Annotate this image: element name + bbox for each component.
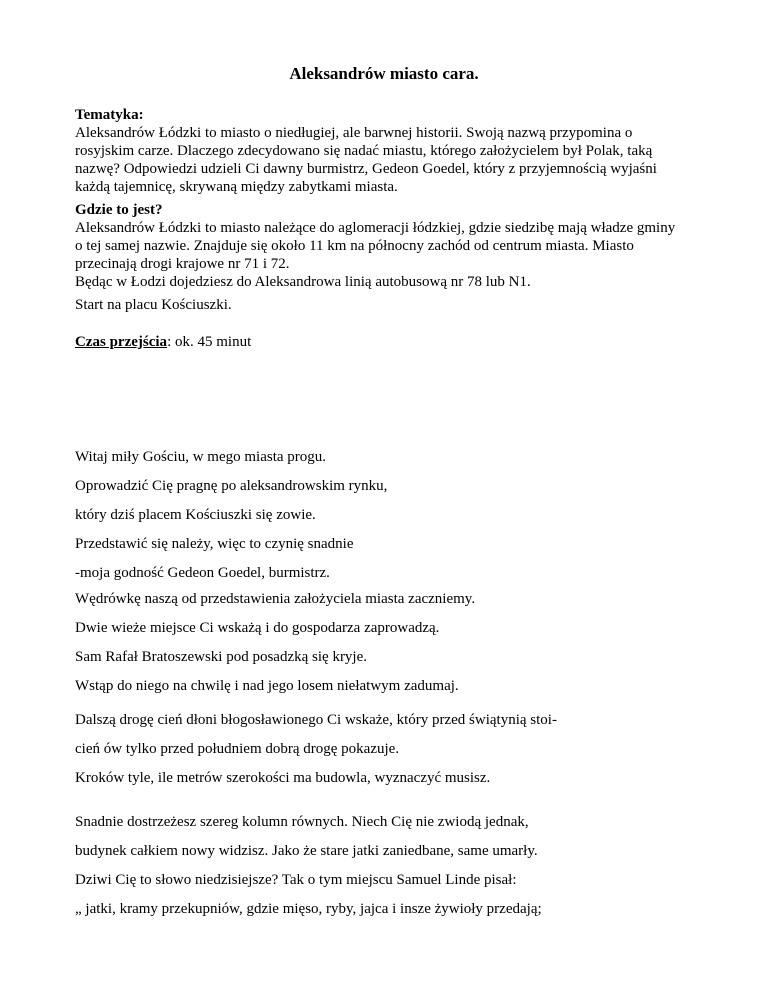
section-heading: Gdzie to jest? [75, 202, 163, 218]
verse-line: który dziś placem Kościuszki się zowie. [75, 507, 316, 523]
verse-stanza-2 [75, 590, 715, 706]
verse-line: Wędrówkę naszą od przedstawienia założyciela miasta zaczniemy. [75, 591, 476, 607]
verse-line: Wstąp do niego na chwilę i nad jego losem niełatwym zadumaj. [75, 678, 459, 694]
verse-line: Dwie wieże miejsce Ci wskażą i do gospodarza zaprowadzą. [75, 620, 440, 636]
verse-line: Oprowadzić Cię pragnę po aleksandrowskim rynku, [75, 478, 388, 494]
page-title: Aleksandrów miasto cara. [289, 64, 479, 83]
text-line: o tej samej nazwie. Znajduje się około 11 km na północny zachód od centrum miasta. Miasto [75, 238, 634, 254]
verse-line: budynek całkiem nowy widzisz. Jako że stare jatki zaniedbane, same umarły. [75, 843, 538, 859]
text-line: przecinają drogi krajowe nr 71 i 72. [75, 256, 290, 272]
text-line: Będąc w Łodzi dojedziesz do Aleksandrowa linią autobusową nr 78 lub N1. [75, 274, 531, 290]
verse-line: -moja godność Gedeon Goedel, burmistrz. [75, 565, 330, 581]
verse-line: Kroków tyle, ile metrów szerokości ma budowla, wyznaczyć musisz. [75, 770, 491, 786]
verse-line: Przedstawić się należy, więc to czynię snadnie [75, 536, 354, 552]
text-line: Aleksandrów Łódzki to miasto należące do aglomeracji łódzkiej, gdzie siedzibę mają władze gminy [75, 220, 676, 236]
czas-label: Czas przejścia [75, 334, 168, 350]
verse-line: Sam Rafał Bratoszewski pod posadzką się kryje. [75, 649, 368, 665]
czas-info [75, 333, 705, 351]
verse-line: „ jatki, kramy przekupniów, gdzie mięso, ryby, jajca i insze żywioły przedają; [75, 901, 542, 917]
text-line: każdą tajemnicę, skrywaną między zabytkami miasta. [75, 179, 398, 195]
text-line: nazwę? Odpowiedzi udzieli Ci dawny burmistrz, Gedeon Goedel, który z przyjemnością wyjaśni [75, 161, 657, 177]
section-gdzie [75, 201, 705, 291]
verse-line: Dalszą drogę cień dłoni błogosławionego Ci wskaże, który przed świątynią stoi- [75, 712, 557, 728]
verse-line: Dziwi Cię to słowo niedzisiejsze? Tak o tym miejscu Samuel Linde pisał: [75, 872, 517, 888]
start-info [75, 296, 705, 314]
verse-line: Snadnie dostrzeżesz szereg kolumn równych. Niech Cię nie zwiodą jednak, [75, 814, 529, 830]
start-text: Start na placu Kościuszki. [75, 297, 232, 313]
section-heading: Tematyka: [75, 107, 144, 123]
czas-value: : ok. 45 minut [167, 334, 252, 350]
verse-line: Witaj miły Gościu, w mego miasta progu. [75, 449, 327, 465]
text-line: rosyjskim carze. Dlaczego zdecydowano się nadać miastu, którego założycielem był Polak, taką [75, 143, 653, 159]
verse-stanza-1 [75, 448, 715, 593]
verse-stanza-4 [75, 813, 715, 929]
verse-stanza-3 [75, 711, 715, 798]
text-line: Aleksandrów Łódzki to miasto o niedługiej, ale barwnej historii. Swoją nazwą przypomina o [75, 125, 633, 141]
verse-line: cień ów tylko przed południem dobrą drogę pokazuje. [75, 741, 400, 757]
section-tematyka [75, 106, 705, 196]
